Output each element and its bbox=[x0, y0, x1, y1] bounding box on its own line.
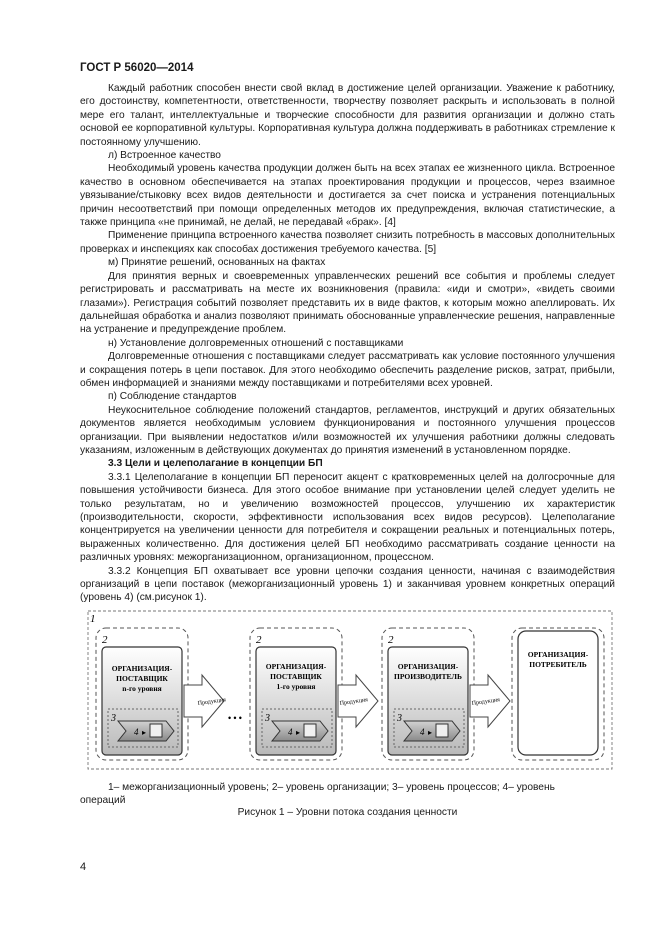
legend-text: операций bbox=[80, 795, 126, 807]
level-label: 4 bbox=[288, 727, 293, 737]
section-heading: 3.3 Цели и целеполагание в концепции БП bbox=[108, 458, 323, 470]
level-label: 3 bbox=[111, 713, 116, 724]
operation-box bbox=[150, 724, 162, 737]
figure-legend bbox=[80, 781, 615, 808]
paragraph: Долговременные отношения с поставщиками следует рассматривать как условие постоянного улучшения и сокращения потерь в цепи поставок. Для этого необходимо обеспечить разделение рисков, затрат, прибыли, обмен информацией и знаниями между поставщиками и потребителями всех уровней. bbox=[80, 351, 615, 389]
operation-box bbox=[436, 724, 448, 737]
flow-label: Продукция bbox=[471, 697, 501, 707]
level-label: 2 bbox=[102, 634, 108, 646]
flow-label: Продукция bbox=[339, 697, 369, 707]
org-supplier-n bbox=[96, 628, 188, 760]
level-label: 3 bbox=[265, 713, 270, 724]
subsection-heading: л) Встроенное качество bbox=[108, 150, 221, 162]
operation-arrow-icon: ▸ bbox=[296, 728, 301, 737]
level-label: 2 bbox=[256, 634, 262, 646]
ellipsis: • • • bbox=[228, 713, 242, 723]
org-name: ПОСТАВЩИК bbox=[116, 674, 168, 683]
org-name: 1-го уровня bbox=[276, 682, 316, 691]
paragraph: Неукоснительное соблюдение положений стандартов, регламентов, инструкций и других обязательных документов является необходимым условием функционирования и постоянного улучшения процессов организации. При выявлении недостатков и/или возможностей их улучшения работники должны следовать указаниям, изложенным в действующих документах до принятия изменений в установленном порядке. bbox=[80, 404, 615, 456]
level-label: 1 bbox=[90, 613, 96, 625]
org-manufacturer bbox=[382, 628, 474, 760]
legend-text: 1– межорганизационный уровень; 2– уровень организации; 3– уровень процессов; 4– уровень bbox=[108, 782, 555, 793]
subsection-heading: п) Соблюдение стандартов bbox=[108, 391, 237, 403]
org-name: n-го уровня bbox=[122, 684, 162, 693]
org-name: ОРГАНИЗАЦИЯ- bbox=[265, 662, 327, 671]
paragraph: Каждый работник способен внести свой вклад в достижение целей организации. Уважение к работнику, его достоинству, компетентности, ответственности, творчеству позволяет раскрыть и использовать в полной мере его талант, интеллектуальные и творческие способности для развития организации и должно стать основой ее корпоративной культуры. Корпоративная культура должна поддерживать в работниках стремление к постоянному улучшению. bbox=[80, 83, 615, 148]
paragraph: 3.3.1 Целеполагание в концепции БП переносит акцент с кратковременных целей на долгосрочные для повышения устойчивости бизнеса. Для этого особое внимание при установлении целей следует уделить не только результатам, но и увеличению возможностей процессов, улучшению их характеристик (производительности, скорости, эффективности использования всех видов ресурсов). Целеполагание концентрируется на увеличении ценности для потребителя и сокращении реальных и потенциальных потерь, выраженных количественно. Для достижения целей БП необходимо рассматривать создание ценности на различных уровнях: межорганизационном, организационном, процессном. bbox=[80, 471, 615, 564]
level-label: 4 bbox=[420, 727, 425, 737]
flow-label: Продукция bbox=[197, 697, 227, 707]
operation-box bbox=[304, 724, 316, 737]
value-stream-diagram bbox=[86, 609, 614, 777]
org-name: ОРГАНИЗАЦИЯ- bbox=[111, 664, 173, 673]
paragraph: 3.3.2 Концепция БП охватывает все уровни цепочки создания ценности, начиная с взаимодействия организаций в цепи поставок (межорганизационный уровень 1) и заканчивая уровнем конкретных операций (уровень 4) (см.рисунок 1). bbox=[80, 565, 615, 604]
org-name: ОРГАНИЗАЦИЯ- bbox=[527, 650, 589, 659]
operation-arrow-icon: ▸ bbox=[142, 728, 147, 737]
org-name: ПОТРЕБИТЕЛЬ bbox=[529, 660, 587, 669]
paragraph: Для принятия верных и своевременных управленческих решений все события и проблемы следует регистрировать и рассматривать на месте их возникновения (правила: «иди и смотри», «видеть своими глазами»). Регистрация событий позволяет представить их в виде фактов, к которым можно апеллировать. Их дальнейшая обработка и анализ позволяют принимать обоснованные управленческие решения, направленные на устранение и предупреждение проблем. bbox=[80, 270, 615, 336]
figure-caption: Рисунок 1 – Уровни потока создания ценности bbox=[237, 807, 458, 818]
org-consumer bbox=[512, 628, 604, 760]
org-supplier-1 bbox=[250, 628, 342, 760]
subsection-heading: н) Установление долговременных отношений с поставщиками bbox=[108, 337, 404, 349]
paragraph: Необходимый уровень качества продукции должен быть на всех этапах ее жизненного цикла. Встроенное качество в основном обеспечивается на этапах проектирования продукции и процессов, через взаимное увязывание/стыковку всех видов деятельности и достигается за счет поиска и устранения потенциальных причин несоответствий при помощи определенных методов их предупреждения, включая статистические, а также принципа «не принимай, не делай, не передавай «брак». [4] bbox=[80, 163, 615, 229]
paragraph: Применение принципа встроенного качества позволяет снизить потребность в массовых дополнительных проверках и инспекциях как способах достижения требуемого качества. [5] bbox=[80, 230, 615, 255]
subsection-heading: м) Принятие решений, основанных на фактах bbox=[108, 257, 326, 269]
org-name: ОРГАНИЗАЦИЯ- bbox=[397, 662, 459, 671]
org-name: ПОСТАВЩИК bbox=[270, 672, 322, 681]
level-label: 4 bbox=[134, 727, 139, 737]
body-text bbox=[80, 82, 615, 605]
level-label: 3 bbox=[397, 713, 402, 724]
document-header: ГОСТ Р 56020—2014 bbox=[80, 62, 194, 74]
operation-arrow-icon: ▸ bbox=[428, 728, 433, 737]
org-name: ПРОИЗВОДИТЕЛЬ bbox=[394, 672, 462, 681]
level-label: 2 bbox=[388, 634, 394, 646]
page-number: 4 bbox=[80, 861, 87, 873]
